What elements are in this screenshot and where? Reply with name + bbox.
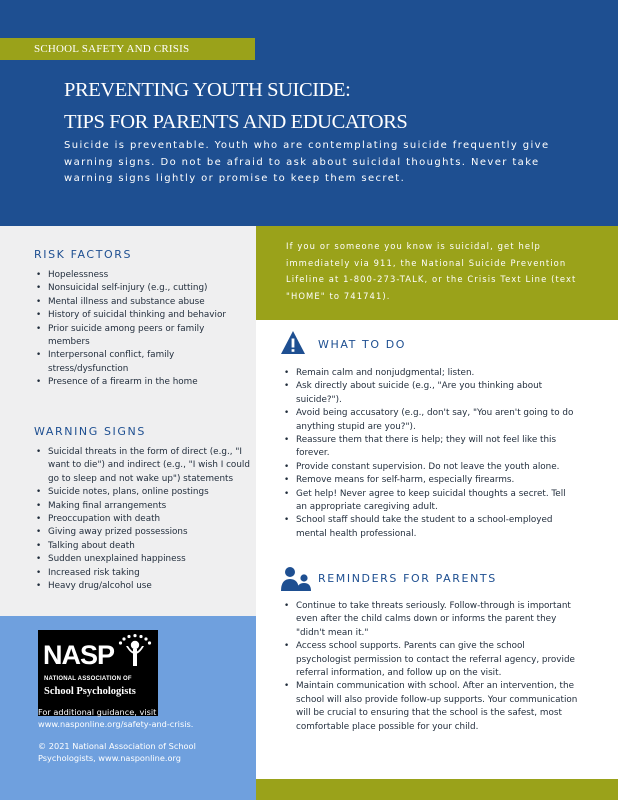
list-item: • Remove means for self-harm, especially firearms. xyxy=(282,474,578,487)
list-item: • Hopelessness xyxy=(34,269,246,282)
nasp-info-box xyxy=(0,616,256,800)
guidance-note: For additional guidance, visit www.nasponline.org/safety-and-crisis. xyxy=(38,707,194,729)
title-line-2: TIPS FOR PARENTS AND EDUCATORS xyxy=(64,111,408,133)
category-banner: SCHOOL SAFETY AND CRISIS xyxy=(0,38,255,60)
list-item: • Get help! Never agree to keep suicidal thoughts a secret. Tell an appropriate caregiving adult. xyxy=(282,488,578,515)
warning-triangle-icon xyxy=(280,330,306,356)
warning-signs-list xyxy=(34,446,252,593)
crisis-callout xyxy=(256,226,618,320)
footer-bar-left xyxy=(0,794,256,800)
list-item: • Avoid being accusatory (e.g., don't say, "You aren't going to do anything stupid are you?"). xyxy=(282,407,578,434)
list-item: • Preoccupation with death xyxy=(34,513,252,526)
intro-text: Suicide is preventable. Youth who are contemplating suicide frequently give warning signs. Do not be afraid to ask about suicidal thoughts. Never take warning signs lightly or promise to keep them secret. xyxy=(64,140,550,184)
nasp-logo-name: School Psychologists xyxy=(44,686,136,697)
title-line-1: PREVENTING YOUTH SUICIDE: xyxy=(64,79,351,101)
list-item: • Reassure them that there is help; they will not feel like this forever. xyxy=(282,434,578,461)
page-title xyxy=(64,74,407,138)
list-item: • Giving away prized possessions xyxy=(34,526,252,539)
crisis-callout-text: If you or someone you know is suicidal, get help immediately via 911, the National Suicide Prevention Lifeline at 1-800-273-TALK, or the Crisis Text Line (text "HOME" to 741741). xyxy=(286,241,577,301)
list-item: • Maintain communication with school. After an intervention, the school will also provide follow-up supports. Your communication will be crucial to ensuring that the school is the safest, most comfortable place possible for your child. xyxy=(282,680,580,734)
nasp-logo-subtitle: NATIONAL ASSOCIATION OF xyxy=(44,676,132,682)
risk-factors-heading: RISK FACTORS xyxy=(34,248,133,261)
list-item: • Access school supports. Parents can give the school psychologist permission to contact the referral agency, provide referral information, and follow up on the visit. xyxy=(282,640,580,680)
list-item: • Making final arrangements xyxy=(34,500,252,513)
list-item: • Heavy drug/alcohol use xyxy=(34,580,252,593)
header xyxy=(0,0,618,226)
list-item: • Presence of a firearm in the home xyxy=(34,376,246,389)
list-item: • History of suicidal thinking and behavior xyxy=(34,309,246,322)
reminders-list xyxy=(282,600,580,734)
list-item: • Suicide notes, plans, online postings xyxy=(34,486,252,499)
warning-signs-heading: WARNING SIGNS xyxy=(34,425,146,438)
nasp-logo-text: NASP xyxy=(43,640,115,670)
list-item: • Nonsuicidal self-injury (e.g., cutting) xyxy=(34,282,246,295)
copyright-note: © 2021 National Association of School Psychologists, www.nasponline.org xyxy=(38,741,196,763)
nasp-emblem-icon xyxy=(116,634,154,670)
risk-factors-list xyxy=(34,269,246,390)
people-icon xyxy=(280,566,312,592)
list-item: • Increased risk taking xyxy=(34,567,252,580)
what-to-do-list xyxy=(282,367,578,541)
list-item: • Suicidal threats in the form of direct (e.g., "I want to die") and indirect (e.g., "I wish I could go to sleep and not wake up") statements xyxy=(34,446,252,486)
what-to-do-heading: WHAT TO DO xyxy=(318,338,407,351)
list-item: • School staff should take the student to a school-employed mental health professional. xyxy=(282,514,578,541)
list-item: • Sudden unexplained happiness xyxy=(34,553,252,566)
list-item: • Interpersonal conflict, family stress/dysfunction xyxy=(34,349,246,376)
reminders-heading: REMINDERS FOR PARENTS xyxy=(318,572,497,585)
list-item: • Provide constant supervision. Do not leave the youth alone. xyxy=(282,461,578,474)
list-item: • Prior suicide among peers or family members xyxy=(34,323,246,350)
list-item: • Talking about death xyxy=(34,540,252,553)
list-item: • Mental illness and substance abuse xyxy=(34,296,246,309)
list-item: • Ask directly about suicide (e.g., "Are you thinking about suicide?"). xyxy=(282,380,578,407)
list-item: • Continue to take threats seriously. Follow-through is important even after the child calms down or informs the parent they "didn't mean it." xyxy=(282,600,580,640)
list-item: • Remain calm and nonjudgmental; listen. xyxy=(282,367,578,380)
footer-bar-right xyxy=(256,779,618,800)
nasp-logo xyxy=(38,630,158,716)
